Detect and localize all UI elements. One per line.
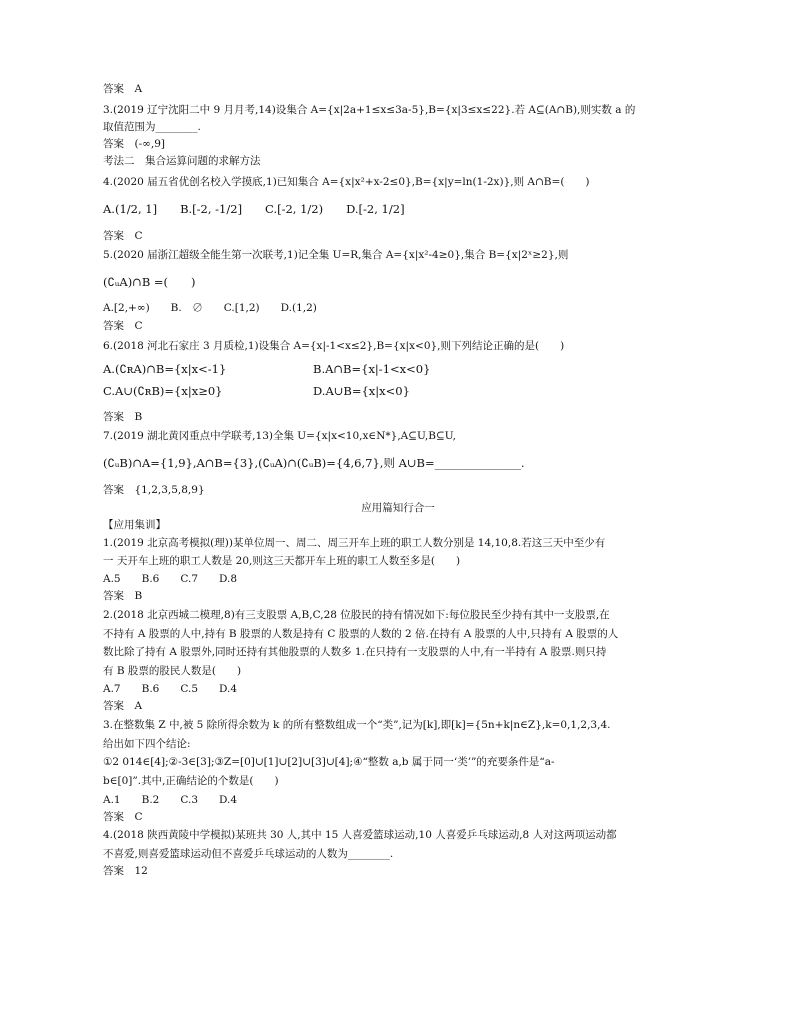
answer-line: 答案 (-∞,9] [103,138,166,150]
application-3-text-cont: 给出如下四个结论: [103,738,191,750]
question-5-text: 5.(2020 届浙江超级全能生第一次联考,1)记全集 U=R,集合 A={x|x²-4≥0},集合 B={x|2ˣ≥2},则 [103,249,569,261]
question-6-option-a: A.(∁ʀA)∩B={x|x<-1} [103,362,227,376]
question-5-formula: (∁ᵤA)∩B =( ) [103,275,196,289]
question-6-text: 6.(2018 河北石家庄 3 月质检,1)设集合 A={x|-1<x≤2},B={x|x<0},则下列结论正确的是( ) [103,340,565,352]
question-6-option-c: C.A∪(∁ʀB)={x|x≥0} [103,384,223,398]
answer-line: 答案 B [103,590,143,602]
application-2-text-cont: 有 B 股票的股民人数是( ) [103,665,242,677]
application-2-text: 2.(2018 北京西城二模理,8)有三支股票 A,B,C,28 位股民的持有情况如下:每位股民至少持有其中一支股票,在 [103,609,610,621]
part-title: 应用篇知行合一 [361,502,435,514]
application-3-text: 3.在整数集 Z 中,被 5 除所得余数为 k 的所有整数组成一个“类”,记为[k],即[k]={5n+k|n∈Z},k=0,1,2,3,4. [103,719,611,731]
question-3-text-cont: 取值范围为________. [103,121,201,133]
answer-line: 答案 C [103,230,143,242]
application-2-text-cont: 数比除了持有 A 股票外,同时还持有其他股票的人数多 1.在只持有一支股票的人中,有一半持有 A 股票.则只持 [103,646,607,658]
application-3-options: A.1 B.2 C.3 D.4 [103,794,238,806]
answer-line: 答案 A [103,83,143,95]
answer-line: 答案 C [103,320,143,332]
question-3-text: 3.(2019 辽宁沈阳二中 9 月月考,14)设集合 A={x|2a+1≤x≤3a-5},B={x|3≤x≤22}.若 A⊆(A∩B),则实数 a 的 [103,104,636,116]
application-4-text: 4.(2018 陕西黄陵中学模拟)某班共 30 人,其中 15 人喜爱篮球运动,10 人喜爱乒乓球运动,8 人对这两项运动都 [103,829,617,841]
question-6-option-d: D.A∪B={x|x<0} [313,384,410,398]
application-2-text-cont: 不持有 A 股票的人中,持有 B 股票的人数是持有 C 股票的人数的 2 倍.在持有 A 股票的人中,只持有 A 股票的人 [103,628,619,640]
application-1-text: 1.(2019 北京高考模拟(理))某单位周一、周二、周三开车上班的职工人数分别是 14,10,8.若这三天中至少有 [103,537,606,549]
question-7-text: 7.(2019 湖北黄冈重点中学联考,13)全集 U={x|x<10,x∈N*},A⊆U,B⊆U, [103,430,457,442]
answer-line: 答案 {1,2,3,5,8,9} [103,484,205,496]
question-4-text: 4.(2020 届五省优创名校入学摸底,1)已知集合 A={x|x²+x-2≤0},B={x|y=ln(1-2x)},则 A∩B=( ) [103,176,590,188]
application-3-text-cont: b∈[0]”.其中,正确结论的个数是( ) [103,775,279,787]
answer-line: 答案 C [103,811,143,823]
application-2-options: A.7 B.6 C.5 D.4 [103,683,238,695]
application-1-options: A.5 B.6 C.7 D.8 [103,573,238,585]
application-3-text-cont: ①2 014∈[4];②-3∈[3];③Z=[0]∪[1]∪[2]∪[3]∪[4];④“整数 a,b 属于同一‘类’”的充要条件是“a- [103,756,555,768]
answer-line: 答案 A [103,700,143,712]
application-4-text-cont: 不喜爱,则喜爱篮球运动但不喜爱乒乓球运动的人数为________. [103,848,394,860]
section-heading: 考法二 集合运算问题的求解方法 [103,155,261,167]
answer-line: 答案 B [103,411,143,423]
question-4-options: A.(1/2, 1] B.[-2, -1/2] C.[-2, 1/2) D.[-2, 1/2] [103,202,405,216]
subsection-heading: 【应用集训】 [103,519,166,531]
answer-line: 答案 12 [103,865,148,877]
question-6-option-b: B.A∩B={x|-1<x<0} [313,362,431,376]
question-7-formula: (∁ᵤB)∩A={1,9},A∩B={3},(∁ᵤA)∩(∁ᵤB)={4,6,7},则 A∪B=_______________. [103,456,525,470]
question-5-options: A.[2,+∞) B. ∅ C.[1,2) D.(1,2) [103,302,317,314]
application-1-text-cont: 一 天开车上班的职工人数是 20,则这三天都开车上班的职工人数至多是( ) [103,555,461,567]
